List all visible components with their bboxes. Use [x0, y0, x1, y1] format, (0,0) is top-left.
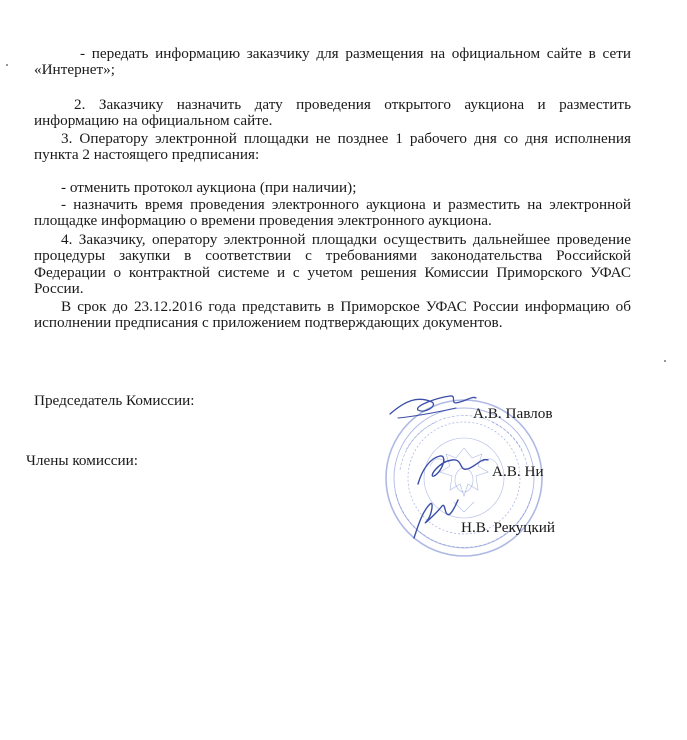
- scan-speck: [6, 64, 8, 66]
- paragraph-set-time: - назначить время проведения электронного аукциона и разместить на электронной площадке информацию о времени проведения электронного аукциона.: [34, 196, 631, 230]
- members-label: Члены комиссии:: [26, 452, 138, 469]
- member-1-name: А.В. Ни: [492, 463, 544, 480]
- member-2-name: Н.В. Рекуцкий: [461, 519, 555, 536]
- chair-name: А.В. Павлов: [473, 405, 553, 422]
- paragraph-point-4: 4. Заказчику, оператору электронной площадки осуществить дальнейшее проведение процедуры закупки в соответствии с требованиями законодательства Российской Федерации о контрактной системе и с учетом решения Комиссии Приморского УФАС России.: [34, 231, 631, 298]
- chair-signature-icon: [388, 392, 478, 422]
- scan-speck: [664, 360, 666, 362]
- paragraph-transfer-info: - передать информацию заказчику для размещения на официальном сайте в сети «Интернет»;: [34, 45, 631, 79]
- member-1-signature-icon: [412, 450, 492, 490]
- paragraph-point-2: 2. Заказчику назначить дату проведения открытого аукциона и разместить информацию на официальном сайте.: [34, 96, 631, 130]
- paragraph-cancel-protocol: - отменить протокол аукциона (при наличии);: [61, 179, 357, 196]
- chair-label: Председатель Комиссии:: [34, 392, 195, 409]
- paragraph-point-3: 3. Оператору электронной площадки не позднее 1 рабочего дня со дня исполнения пункта 2 настоящего предписания:: [34, 130, 631, 164]
- paragraph-deadline: В срок до 23.12.2016 года представить в Приморское УФАС России информацию об исполнении предписания с приложением подтверждающих документов.: [34, 298, 631, 332]
- member-2-signature-icon: [410, 496, 460, 540]
